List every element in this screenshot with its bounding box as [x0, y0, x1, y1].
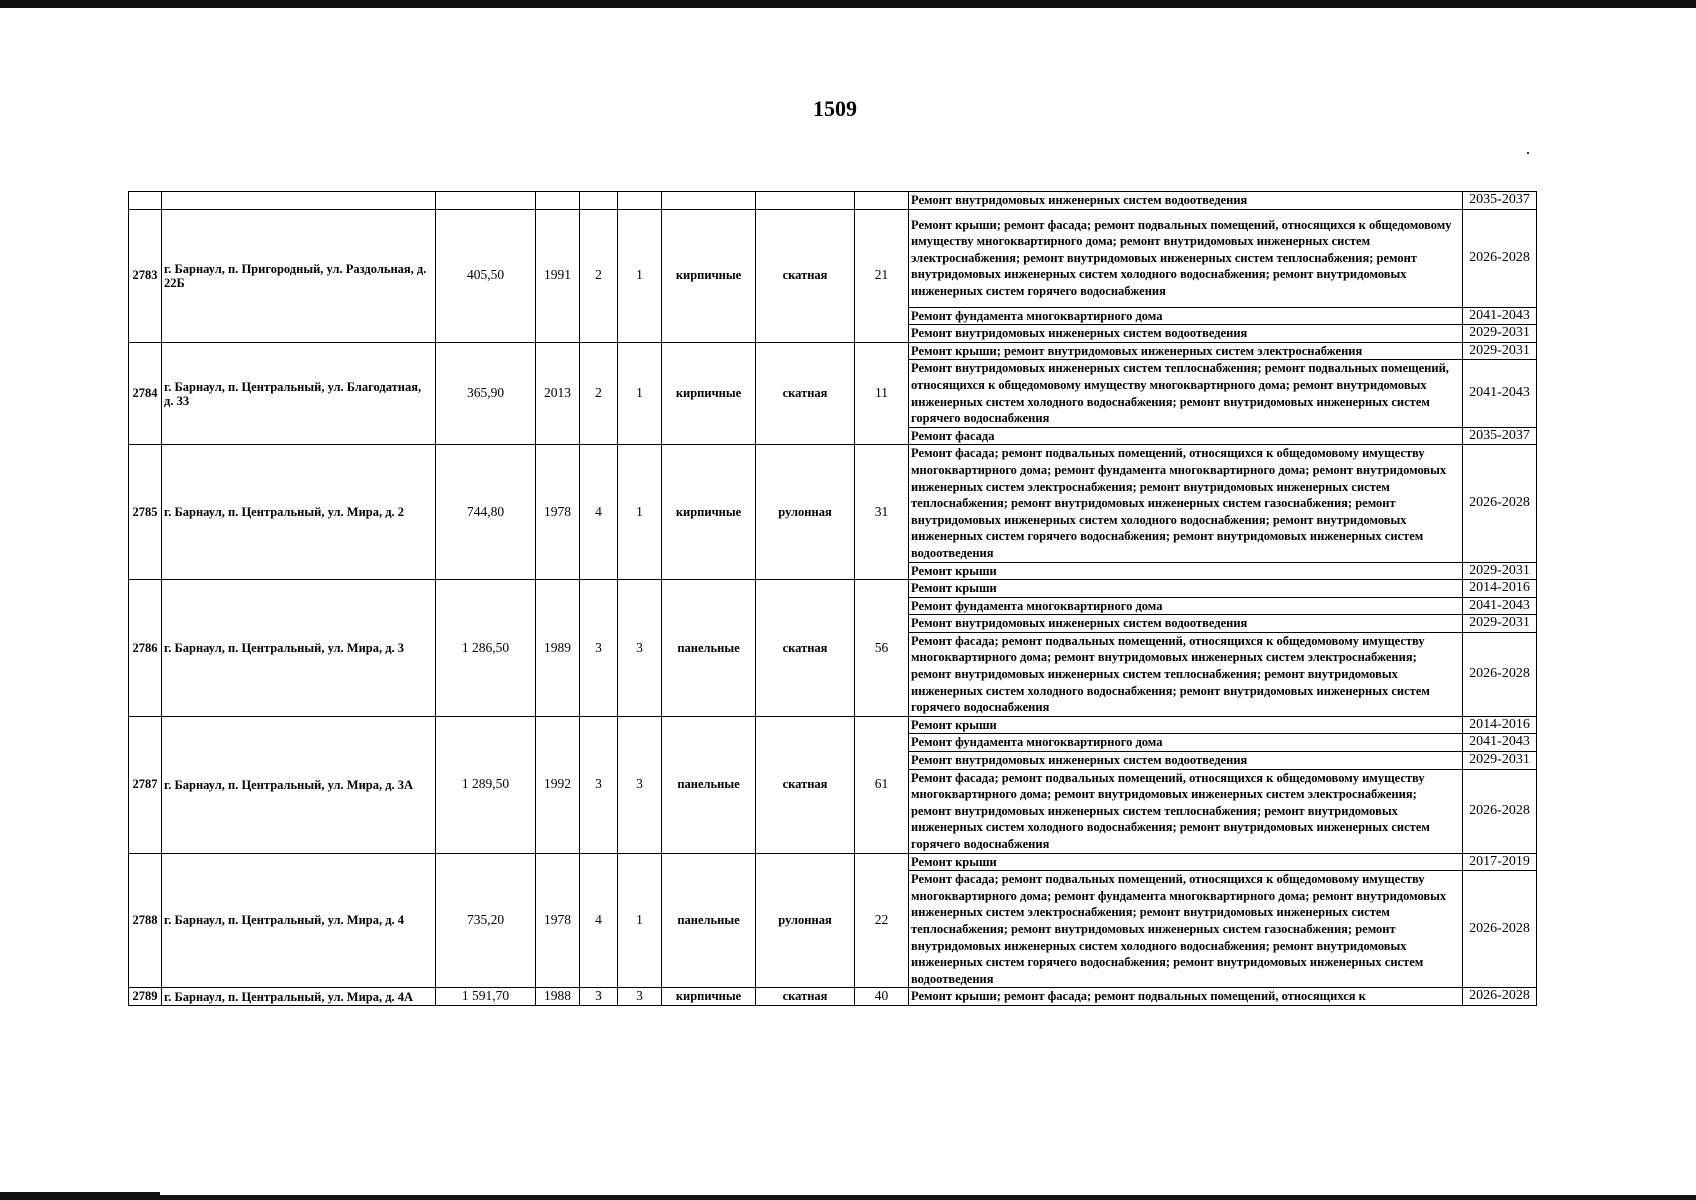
repair-work-description: Ремонт крыши; ремонт фасада; ремонт подвальных помещений, относящихся к [909, 988, 1463, 1006]
roof-type: скатная [756, 988, 855, 1006]
roof-type [756, 192, 855, 210]
housing-repair-table [128, 191, 1537, 1006]
wall-material: панельные [662, 853, 756, 988]
repair-period: 2041-2043 [1463, 360, 1537, 427]
floor-count: 3 [580, 580, 618, 717]
scan-edge-gap [160, 1192, 1696, 1195]
residents-count [855, 192, 909, 210]
floor-count: 4 [580, 853, 618, 988]
house-address: г. Барнаул, п. Центральный, ул. Мира, д. 3А [162, 716, 436, 853]
repair-period: 2026-2028 [1463, 871, 1537, 988]
repair-period: 2029-2031 [1463, 615, 1537, 633]
floor-count [580, 192, 618, 210]
page-number: 1509 [813, 96, 857, 121]
house-area [436, 192, 536, 210]
floor-count: 2 [580, 209, 618, 342]
residents-count: 22 [855, 853, 909, 988]
house-id: 2786 [129, 580, 162, 717]
scan-speck [1527, 152, 1529, 154]
house-address: г. Барнаул, п. Центральный, ул. Мира, д. 2 [162, 445, 436, 580]
entrance-count [618, 192, 662, 210]
house-id [129, 192, 162, 210]
residents-count: 31 [855, 445, 909, 580]
wall-material: кирпичные [662, 445, 756, 580]
entrance-count: 1 [618, 445, 662, 580]
roof-type: рулонная [756, 445, 855, 580]
repair-period: 2041-2043 [1463, 734, 1537, 752]
repair-work-description: Ремонт фундамента многоквартирного дома [909, 734, 1463, 752]
entrance-count: 1 [618, 853, 662, 988]
repair-work-description: Ремонт внутридомовых инженерных систем водоотведения [909, 325, 1463, 343]
repair-period: 2014-2016 [1463, 580, 1537, 598]
build-year: 2013 [536, 342, 580, 445]
residents-count: 61 [855, 716, 909, 853]
repair-period: 2041-2043 [1463, 307, 1537, 325]
repair-period: 2035-2037 [1463, 192, 1537, 210]
entrance-count: 1 [618, 209, 662, 342]
house-id: 2783 [129, 209, 162, 342]
repair-work-description: Ремонт внутридомовых инженерных систем водоотведения [909, 615, 1463, 633]
table-row [129, 192, 1537, 210]
table-row [129, 209, 1537, 307]
house-area: 1 286,50 [436, 580, 536, 717]
floor-count: 2 [580, 342, 618, 445]
residents-count: 11 [855, 342, 909, 445]
floor-count: 3 [580, 716, 618, 853]
roof-type: скатная [756, 342, 855, 445]
repair-period: 2041-2043 [1463, 597, 1537, 615]
house-address: г. Барнаул, п. Центральный, ул. Благодатная, д. 33 [162, 342, 436, 445]
wall-material: кирпичные [662, 988, 756, 1006]
build-year: 1978 [536, 853, 580, 988]
repair-work-description: Ремонт крыши; ремонт внутридомовых инженерных систем электроснабжения [909, 342, 1463, 360]
repair-period: 2029-2031 [1463, 752, 1537, 770]
wall-material: кирпичные [662, 342, 756, 445]
house-id: 2784 [129, 342, 162, 445]
table-row [129, 988, 1537, 1006]
roof-type: скатная [756, 209, 855, 342]
repair-work-description: Ремонт крыши [909, 853, 1463, 871]
build-year: 1989 [536, 580, 580, 717]
house-area: 365,90 [436, 342, 536, 445]
table-row [129, 853, 1537, 871]
repair-period: 2026-2028 [1463, 988, 1537, 1006]
repair-period: 2026-2028 [1463, 209, 1537, 307]
build-year: 1988 [536, 988, 580, 1006]
repair-work-description: Ремонт фундамента многоквартирного дома [909, 307, 1463, 325]
residents-count: 21 [855, 209, 909, 342]
entrance-count: 3 [618, 580, 662, 717]
roof-type: скатная [756, 580, 855, 717]
house-address: г. Барнаул, п. Центральный, ул. Мира, д. 4 [162, 853, 436, 988]
repair-period: 2026-2028 [1463, 769, 1537, 853]
wall-material: панельные [662, 580, 756, 717]
entrance-count: 3 [618, 716, 662, 853]
repair-period: 2029-2031 [1463, 562, 1537, 580]
residents-count: 40 [855, 988, 909, 1006]
repair-period: 2026-2028 [1463, 445, 1537, 562]
floor-count: 4 [580, 445, 618, 580]
residents-count: 56 [855, 580, 909, 717]
repair-work-description: Ремонт крыши [909, 716, 1463, 734]
repair-period: 2014-2016 [1463, 716, 1537, 734]
repair-work-description: Ремонт фасада; ремонт подвальных помещений, относящихся к общедомовому имуществу многоквартирного дома; ремонт фундамента многоквартирного дома; ремонт внутридомовых инженерных систем электроснабжения; ремонт внутридомовых инженерных систем теплоснабжения; ремонт внутридомовых инженерных систем газоснабжения; ремонт внутридомовых инженерных систем холодного водоснабжения; ремонт внутридомовых инженерных систем горячего водоснабжения; ремонт внутридомовых инженерных систем водоотведения [909, 445, 1463, 562]
house-address [162, 192, 436, 210]
wall-material [662, 192, 756, 210]
table-row [129, 342, 1537, 360]
build-year: 1978 [536, 445, 580, 580]
repair-work-description: Ремонт внутридомовых инженерных систем водоотведения [909, 192, 1463, 210]
repair-work-description: Ремонт крыши [909, 562, 1463, 580]
repair-work-description: Ремонт фундамента многоквартирного дома [909, 597, 1463, 615]
repair-work-description: Ремонт фасада; ремонт подвальных помещений, относящихся к общедомовому имуществу многоквартирного дома; ремонт фундамента многоквартирного дома; ремонт внутридомовых инженерных систем электроснабжения; ремонт внутридомовых инженерных систем теплоснабжения; ремонт внутридомовых инженерных систем газоснабжения; ремонт внутридомовых инженерных систем холодного водоснабжения; ремонт внутридомовых инженерных систем горячего водоснабжения; ремонт внутридомовых инженерных систем водоотведения [909, 871, 1463, 988]
entrance-count: 3 [618, 988, 662, 1006]
wall-material: кирпичные [662, 209, 756, 342]
house-address: г. Барнаул, п. Центральный, ул. Мира, д. 3 [162, 580, 436, 717]
house-id: 2785 [129, 445, 162, 580]
roof-type: скатная [756, 716, 855, 853]
build-year: 1992 [536, 716, 580, 853]
house-area: 405,50 [436, 209, 536, 342]
house-area: 744,80 [436, 445, 536, 580]
repair-work-description: Ремонт фасада; ремонт подвальных помещений, относящихся к общедомовому имуществу многоквартирного дома; ремонт внутридомовых инженерных систем электроснабжения; ремонт внутридомовых инженерных систем теплоснабжения; ремонт внутридомовых инженерных систем холодного водоснабжения; ремонт внутридомовых инженерных систем горячего водоснабжения [909, 769, 1463, 853]
house-address: г. Барнаул, п. Центральный, ул. Мира, д. 4А [162, 988, 436, 1006]
house-id: 2787 [129, 716, 162, 853]
scan-edge-top [0, 0, 1696, 8]
house-id: 2788 [129, 853, 162, 988]
house-area: 1 591,70 [436, 988, 536, 1006]
repair-period: 2035-2037 [1463, 427, 1537, 445]
repair-work-description: Ремонт крыши [909, 580, 1463, 598]
repair-period: 2029-2031 [1463, 342, 1537, 360]
table-row [129, 580, 1537, 598]
repair-period: 2017-2019 [1463, 853, 1537, 871]
wall-material: панельные [662, 716, 756, 853]
build-year: 1991 [536, 209, 580, 342]
repair-work-description: Ремонт фасада; ремонт подвальных помещений, относящихся к общедомовому имуществу многоквартирного дома; ремонт внутридомовых инженерных систем электроснабжения; ремонт внутридомовых инженерных систем теплоснабжения; ремонт внутридомовых инженерных систем холодного водоснабжения; ремонт внутридомовых инженерных систем горячего водоснабжения [909, 632, 1463, 716]
build-year [536, 192, 580, 210]
table-row [129, 716, 1537, 734]
repair-period: 2029-2031 [1463, 325, 1537, 343]
repair-work-description: Ремонт фасада [909, 427, 1463, 445]
house-address: г. Барнаул, п. Пригородный, ул. Раздольная, д. 22Б [162, 209, 436, 342]
roof-type: рулонная [756, 853, 855, 988]
house-id: 2789 [129, 988, 162, 1006]
table-row [129, 445, 1537, 562]
repair-period: 2026-2028 [1463, 632, 1537, 716]
floor-count: 3 [580, 988, 618, 1006]
repair-work-description: Ремонт крыши; ремонт фасада; ремонт подвальных помещений, относящихся к общедомовому имуществу многоквартирного дома; ремонт внутридомовых инженерных систем электроснабжения; ремонт внутридомовых инженерных систем теплоснабжения; ремонт внутридомовых инженерных систем холодного водоснабжения; ремонт внутридомовых инженерных систем горячего водоснабжения [909, 209, 1463, 307]
repair-work-description: Ремонт внутридомовых инженерных систем теплоснабжения; ремонт подвальных помещений, относящихся к общедомовому имуществу многоквартирного дома; ремонт внутридомовых инженерных систем холодного водоснабжения; ремонт внутридомовых инженерных систем горячего водоснабжения [909, 360, 1463, 427]
house-area: 735,20 [436, 853, 536, 988]
entrance-count: 1 [618, 342, 662, 445]
house-area: 1 289,50 [436, 716, 536, 853]
repair-work-description: Ремонт внутридомовых инженерных систем водоотведения [909, 752, 1463, 770]
